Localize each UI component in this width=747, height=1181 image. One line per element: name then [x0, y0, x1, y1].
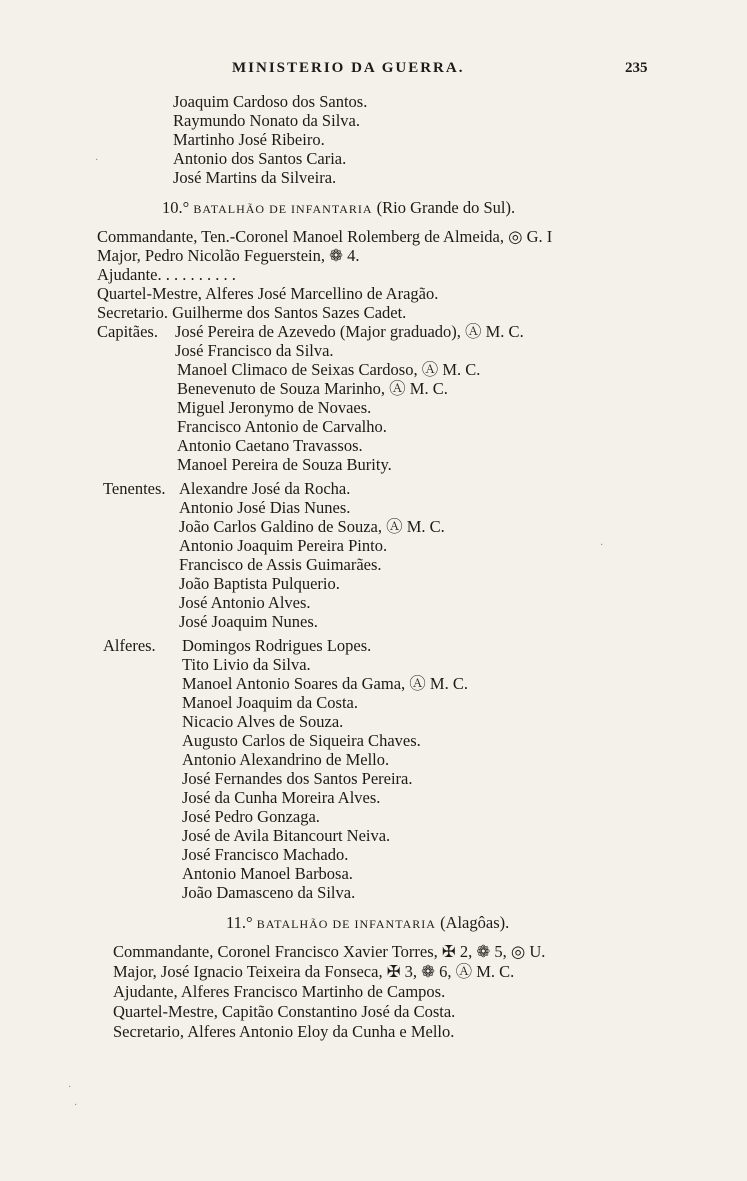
officer-line: Alexandre José da Rocha.: [179, 479, 351, 498]
officer-line: Manoel Climaco de Seixas Cardoso, Ⓐ M. C.: [177, 360, 481, 379]
staff-line: Quartel-Mestre, Capitão Constantino José da Costa.: [113, 1002, 456, 1021]
officer-line: José Antonio Alves.: [179, 593, 311, 612]
officer-line: José Francisco da Silva.: [175, 341, 334, 360]
rank-label-tenentes: Tenentes.: [103, 479, 166, 498]
running-head: MINISTERIO DA GUERRA.: [232, 60, 465, 76]
officer-line: Miguel Jeronymo de Novaes.: [177, 398, 372, 417]
paper-speck: ·: [68, 1082, 72, 1093]
officer-line: José Pedro Gonzaga.: [182, 807, 320, 826]
staff-line: Secretario. Guilherme dos Santos Sazes Cadet.: [97, 303, 407, 322]
paper-speck: ·: [74, 1100, 78, 1111]
officer-line: Antonio Caetano Travassos.: [177, 436, 363, 455]
officer-line: Tito Livio da Silva.: [182, 655, 311, 674]
battalion-11-heading: [226, 913, 509, 934]
officer-line: Nicacio Alves de Souza.: [182, 712, 344, 731]
officer-line: José Fernandes dos Santos Pereira.: [182, 769, 413, 788]
officer-line: Antonio José Dias Nunes.: [179, 498, 351, 517]
battalion-place: (Alagôas).: [440, 913, 510, 932]
officer-line: Francisco Antonio de Carvalho.: [177, 417, 387, 436]
officer-line: Benevenuto de Souza Marinho, Ⓐ M. C.: [177, 379, 448, 398]
battalion-place: (Rio Grande do Sul).: [376, 198, 516, 217]
battalion-number: 11.°: [226, 913, 253, 932]
officer-line: José Pereira de Azevedo (Major graduado), Ⓐ M. C.: [175, 322, 524, 341]
officer-line: Antonio Manoel Barbosa.: [182, 864, 353, 883]
name-line: Raymundo Nonato da Silva.: [173, 111, 360, 130]
name-line: Joaquim Cardoso dos Santos.: [173, 92, 368, 111]
officer-line: Antonio Alexandrino de Mello.: [182, 750, 390, 769]
rank-label-capitaes: Capitães.: [97, 322, 158, 341]
officer-line: Manoel Joaquim da Costa.: [182, 693, 358, 712]
staff-line: Major, José Ignacio Teixeira da Fonseca, ✠ 3, ❁ 6, Ⓐ M. C.: [113, 962, 515, 981]
name-line: Martinho José Ribeiro.: [173, 130, 325, 149]
battalion-unit: BATALHÃO DE INFANTARIA: [256, 917, 436, 931]
officer-line: Francisco de Assis Guimarães.: [179, 555, 382, 574]
staff-line: Quartel-Mestre, Alferes José Marcellino de Aragão.: [97, 284, 439, 303]
officer-line: Manoel Antonio Soares da Gama, Ⓐ M. C.: [182, 674, 468, 693]
officer-line: Domingos Rodrigues Lopes.: [182, 636, 372, 655]
name-line: José Martins da Silveira.: [173, 168, 337, 187]
battalion-10-heading: [162, 198, 515, 219]
staff-line: Commandante, Ten.-Coronel Manoel Rolemberg de Almeida, ◎ G. I: [97, 227, 553, 246]
page-number: 235: [625, 60, 648, 76]
officer-line: João Baptista Pulquerio.: [179, 574, 340, 593]
paper-speck: ·: [600, 540, 604, 551]
staff-line: Major, Pedro Nicolão Feguerstein, ❁ 4.: [97, 246, 360, 265]
officer-line: José Francisco Machado.: [182, 845, 349, 864]
officer-line: José de Avila Bitancourt Neiva.: [182, 826, 391, 845]
battalion-number: 10.°: [162, 198, 190, 217]
officer-line: José Joaquim Nunes.: [179, 612, 318, 631]
staff-line: Ajudante, Alferes Francisco Martinho de Campos.: [113, 982, 446, 1001]
officer-line: José da Cunha Moreira Alves.: [182, 788, 381, 807]
officer-line: João Damasceno da Silva.: [182, 883, 356, 902]
battalion-unit: BATALHÃO DE INFANTARIA: [193, 202, 373, 216]
rank-label-alferes: Alferes.: [103, 636, 156, 655]
page-header: [0, 60, 747, 84]
officer-line: Antonio Joaquim Pereira Pinto.: [179, 536, 388, 555]
paper-speck: ·: [95, 155, 99, 166]
staff-line: Secretario, Alferes Antonio Eloy da Cunha e Mello.: [113, 1022, 455, 1041]
officer-line: João Carlos Galdino de Souza, Ⓐ M. C.: [179, 517, 445, 536]
officer-line: Augusto Carlos de Siqueira Chaves.: [182, 731, 421, 750]
officer-line: Manoel Pereira de Souza Burity.: [177, 455, 392, 474]
name-line: Antonio dos Santos Caria.: [173, 149, 347, 168]
staff-line: Commandante, Coronel Francisco Xavier Torres, ✠ 2, ❁ 5, ◎ U.: [113, 942, 546, 961]
staff-line: Ajudante. . . . . . . . . .: [97, 265, 236, 284]
